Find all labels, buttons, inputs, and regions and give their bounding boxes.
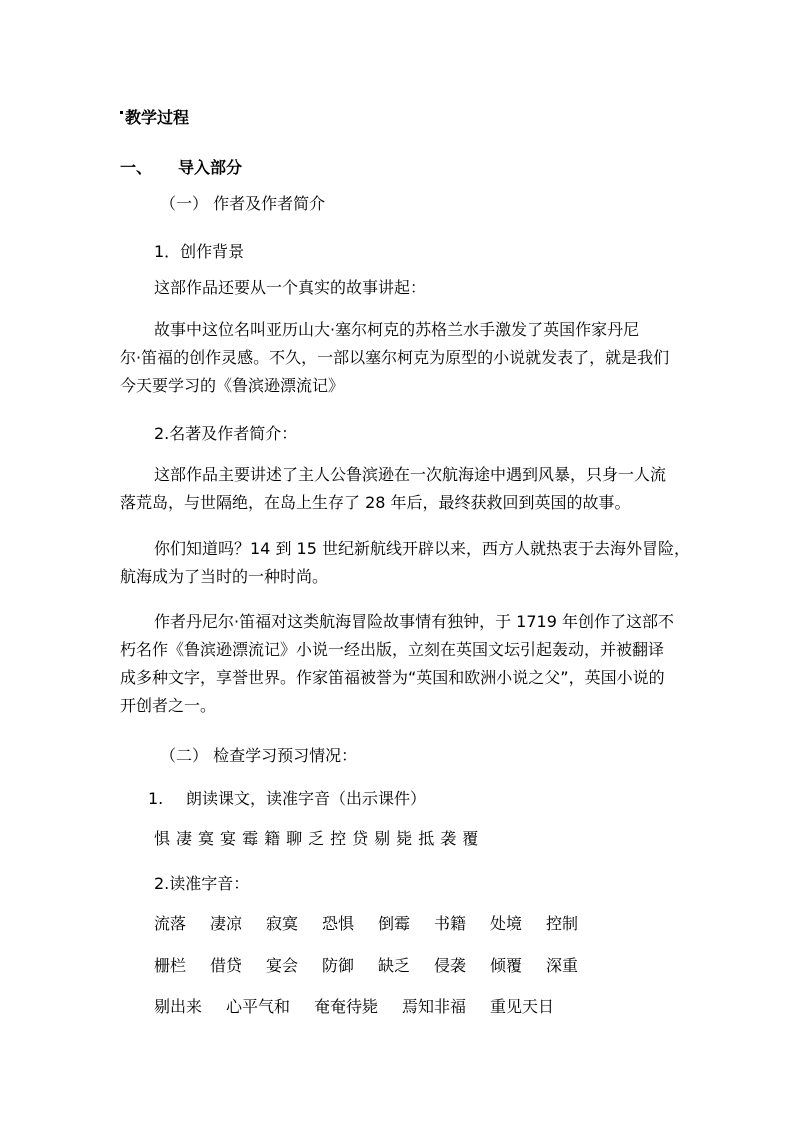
char-item: 寞: [198, 829, 215, 848]
word-item: 倒霉: [378, 914, 411, 933]
part-1-item-1-title: 1．创作背景: [154, 242, 245, 261]
char-item: 乏: [308, 829, 325, 848]
char-item: 霉: [242, 829, 259, 848]
para4-line-3: 成多种文字，享誉世界。作家笛福被誉为“英国和欧洲小说之父”，英国小说的: [120, 668, 665, 687]
para3-line-2: 航海成为了当时的一种时尚。: [120, 567, 329, 586]
word-item: 宴会: [266, 956, 299, 975]
char-item: 控: [330, 829, 347, 848]
word-item: 缺乏: [378, 956, 411, 975]
word-item: 深重: [546, 956, 579, 975]
word-item: 处境: [490, 914, 523, 933]
word-item: 控制: [546, 914, 579, 933]
char-item: 凄: [176, 829, 193, 848]
word-item: 焉知非福: [402, 997, 467, 1016]
part-2-item-1-title: 朗读课文，读准字音（出示课件）: [186, 789, 427, 808]
section-heading: [120, 108, 189, 128]
para1-line-1: 故事中这位名叫亚历山大·塞尔柯克的苏格兰水手激发了英国作家丹尼: [154, 320, 640, 339]
para2-line-2: 落荒岛，与世隔绝，在岛上生存了 28 年后，最终获救回到英国的故事。: [120, 493, 631, 512]
word-item: 流落: [154, 914, 187, 933]
para4-line-4: 开创者之一。: [120, 696, 217, 715]
word-item: 心平气和: [226, 997, 291, 1016]
word-item: 恐惧: [322, 914, 355, 933]
word-item: 奄奄待毙: [314, 997, 379, 1016]
para4-line-2: 朽名作《鲁滨逊漂流记》小说一经出版，立刻在英国文坛引起轰动，并被翻译: [120, 640, 665, 659]
para2-line-1: 这部作品主要讲述了主人公鲁滨逊在一次航海途中遇到风暴，只身一人流: [154, 465, 667, 484]
char-item: 籍: [264, 829, 281, 848]
part-2-item-1-number: 1.: [148, 789, 164, 808]
char-item: 惧: [154, 829, 171, 848]
section-1-number: 一、: [120, 158, 153, 177]
word-item: 重见天日: [490, 997, 555, 1016]
part-1-title: （一） 作者及作者简介: [160, 194, 326, 213]
para1-line-2: 尔·笛福的创作灵感。不久，一部以塞尔柯克为原型的小说就发表了，就是我们: [120, 348, 670, 367]
bullet-marker: [120, 111, 123, 114]
section-1-title: 导入部分: [178, 158, 243, 177]
part-2-item-2-title: 2.读准字音：: [154, 874, 250, 893]
word-item: 防御: [322, 956, 355, 975]
word-item: 借贷: [210, 956, 243, 975]
character-list: [154, 829, 484, 849]
word-item: 侵袭: [434, 956, 467, 975]
word-item: 剔出来: [154, 997, 203, 1016]
word-item: 倾覆: [490, 956, 523, 975]
char-item: 聊: [286, 829, 303, 848]
word-item: 书籍: [434, 914, 467, 933]
intro-line: 这部作品还要从一个真实的故事讲起：: [154, 278, 427, 297]
para3-line-1: 你们知道吗？14 到 15 世纪新航线开辟以来，西方人就热衷于去海外冒险，: [154, 539, 690, 558]
para4-line-1: 作者丹尼尔·笛福对这类航海冒险故事情有独钟，于 1719 年创作了这部不: [154, 612, 674, 631]
char-item: 宴: [220, 829, 237, 848]
char-item: 毙: [396, 829, 413, 848]
para1-line-3: 今天要学习的《鲁滨逊漂流记》: [120, 376, 345, 395]
part-2-title: （二） 检查学习预习情况：: [160, 746, 358, 765]
part-1-item-2-title: 2.名著及作者简介：: [154, 424, 298, 443]
char-item: 贷: [352, 829, 369, 848]
char-item: 抵: [418, 829, 435, 848]
word-item: 凄凉: [210, 914, 243, 933]
word-item: 寂寞: [266, 914, 299, 933]
char-item: 袭: [440, 829, 457, 848]
char-item: 覆: [462, 829, 479, 848]
char-item: 剔: [374, 829, 391, 848]
heading-text: 教学过程: [125, 108, 190, 127]
word-item: 栅栏: [154, 956, 187, 975]
